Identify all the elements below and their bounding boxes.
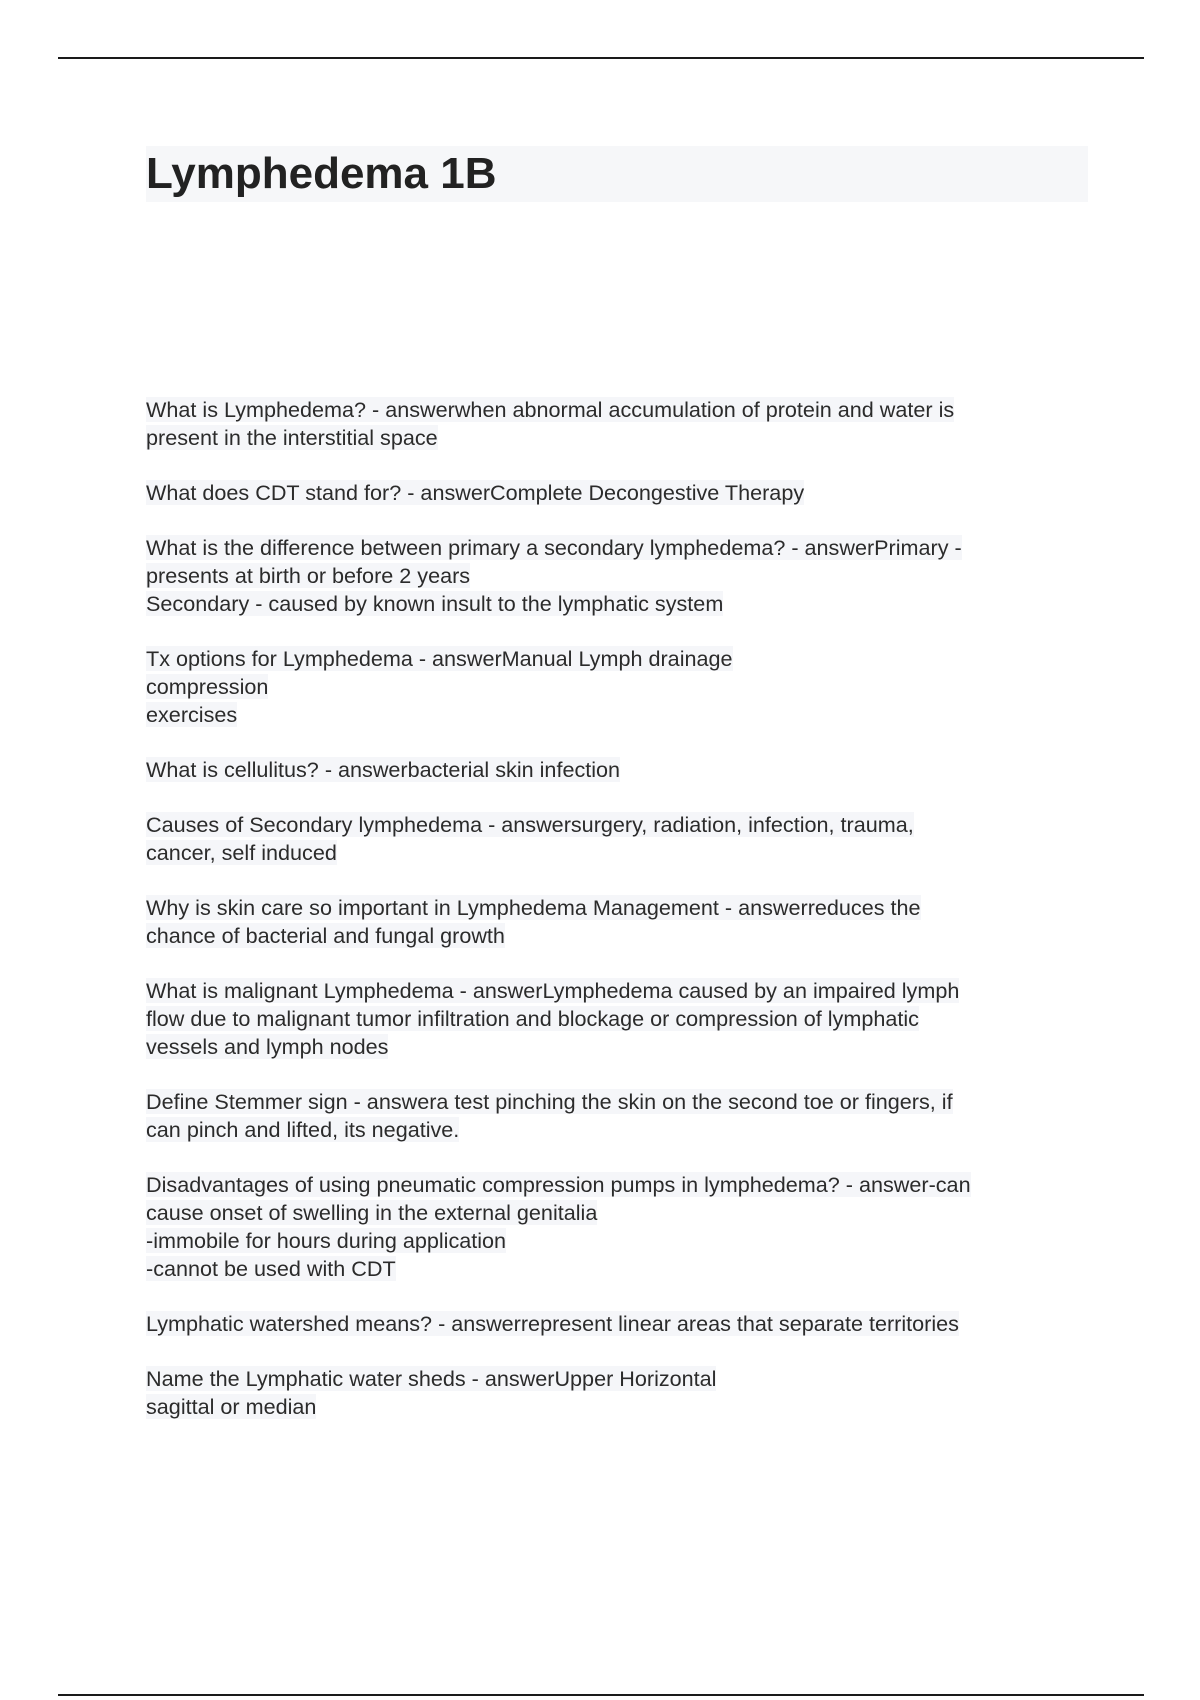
qa-line-text: What is Lymphedema? - answerwhen abnormal accumulation of protein and water is — [146, 397, 955, 422]
qa-item — [146, 479, 1096, 507]
top-rule — [58, 57, 1144, 59]
qa-line — [146, 1227, 1096, 1255]
qa-line-text: -immobile for hours during application — [146, 1228, 507, 1253]
qa-line — [146, 894, 1096, 922]
qa-line-text: compression — [146, 674, 269, 699]
qa-line — [146, 1088, 1096, 1116]
qa-line-text: Define Stemmer sign - answera test pinching the skin on the second toe or fingers, if — [146, 1089, 953, 1114]
qa-line-text: vessels and lymph nodes — [146, 1034, 389, 1059]
qa-line — [146, 1255, 1096, 1283]
qa-item — [146, 756, 1096, 784]
qa-item — [146, 811, 1096, 867]
qa-line-text: What is cellulitus? - answerbacterial skin infection — [146, 757, 621, 782]
qa-line-text: exercises — [146, 702, 238, 727]
qa-line-text: Name the Lymphatic water sheds - answerUpper Horizontal — [146, 1366, 717, 1391]
qa-line — [146, 811, 1096, 839]
qa-line-text: What is the difference between primary a secondary lymphedema? - answerPrimary - — [146, 535, 962, 560]
qa-item — [146, 645, 1096, 729]
qa-line — [146, 1033, 1096, 1061]
qa-line — [146, 1310, 1096, 1338]
qa-line — [146, 534, 1096, 562]
qa-line-text: Why is skin care so important in Lymphedema Management - answerreduces the — [146, 895, 921, 920]
qa-line-text: present in the interstitial space — [146, 425, 438, 450]
qa-item — [146, 977, 1096, 1061]
qa-line — [146, 1393, 1096, 1421]
qa-line — [146, 922, 1096, 950]
qa-line-text: cancer, self induced — [146, 840, 337, 865]
qa-line-text: Lymphatic watershed means? - answerrepresent linear areas that separate territories — [146, 1311, 959, 1336]
bottom-rule — [58, 1694, 1144, 1696]
qa-line — [146, 1005, 1096, 1033]
qa-line — [146, 396, 1096, 424]
qa-line-text: -cannot be used with CDT — [146, 1256, 396, 1281]
page-title: Lymphedema 1B — [146, 149, 497, 198]
qa-line — [146, 479, 1096, 507]
qa-line — [146, 1171, 1096, 1199]
qa-item — [146, 1171, 1096, 1283]
qa-item — [146, 894, 1096, 950]
qa-line-text: Causes of Secondary lymphedema - answersurgery, radiation, infection, trauma, — [146, 812, 914, 837]
qa-list — [146, 396, 1096, 1448]
qa-line — [146, 673, 1096, 701]
qa-line-text: What is malignant Lymphedema - answerLymphedema caused by an impaired lymph — [146, 978, 960, 1003]
qa-line — [146, 562, 1096, 590]
qa-line-text: chance of bacterial and fungal growth — [146, 923, 505, 948]
qa-item — [146, 534, 1096, 618]
qa-line-text: presents at birth or before 2 years — [146, 563, 471, 588]
qa-line — [146, 701, 1096, 729]
qa-line-text: flow due to malignant tumor infiltration and blockage or compression of lymphatic — [146, 1006, 919, 1031]
qa-line — [146, 1116, 1096, 1144]
qa-line — [146, 424, 1096, 452]
qa-line — [146, 756, 1096, 784]
qa-line — [146, 977, 1096, 1005]
qa-line-text: Disadvantages of using pneumatic compression pumps in lymphedema? - answer-can — [146, 1172, 971, 1197]
qa-line-text: Secondary - caused by known insult to the lymphatic system — [146, 591, 724, 616]
qa-line — [146, 1199, 1096, 1227]
qa-line — [146, 1365, 1096, 1393]
qa-line — [146, 839, 1096, 867]
qa-line-text: Tx options for Lymphedema - answerManual Lymph drainage — [146, 646, 733, 671]
qa-item — [146, 1310, 1096, 1338]
qa-item — [146, 396, 1096, 452]
qa-item — [146, 1365, 1096, 1421]
qa-line-text: cause onset of swelling in the external genitalia — [146, 1200, 598, 1225]
qa-line — [146, 590, 1096, 618]
qa-line-text: What does CDT stand for? - answerComplete Decongestive Therapy — [146, 480, 805, 505]
qa-line — [146, 645, 1096, 673]
qa-line-text: can pinch and lifted, its negative. — [146, 1117, 460, 1142]
qa-line-text: sagittal or median — [146, 1394, 317, 1419]
qa-item — [146, 1088, 1096, 1144]
